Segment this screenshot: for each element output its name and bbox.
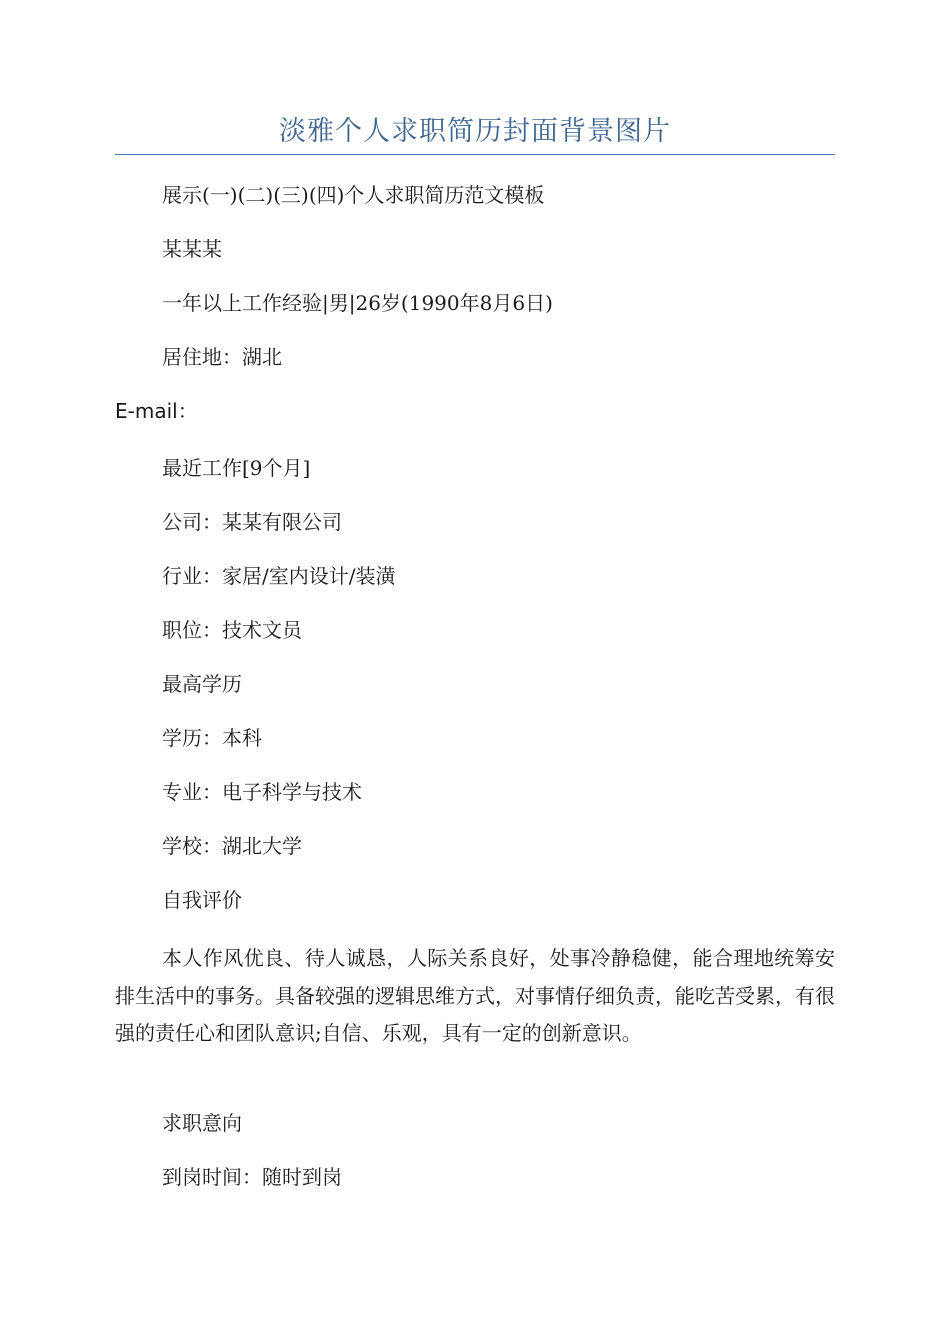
availability-line: 到岗时间：随时到岗 [162,1165,342,1189]
major-line: 专业：电子科学与技术 [162,780,362,804]
residence-line: 居住地：湖北 [162,345,282,369]
experience-line: 一年以上工作经验|男|26岁(1990年8月6日) [162,291,553,315]
document-title: 淡雅个人求职简历封面背景图片 [279,116,671,147]
email-label: E-mail： [115,399,198,423]
intent-heading: 求职意向 [162,1111,242,1135]
school-line: 学校：湖北大学 [162,834,302,858]
subtitle-line: 展示(一)(二)(三)(四)个人求职简历范文模板 [162,183,545,207]
position-line: 职位：技术文员 [162,618,302,642]
title-underline [115,154,835,155]
industry-line: 行业：家居/室内设计/装潢 [162,564,396,588]
self-eval-paragraph: 本人作风优良、待人诚恳，人际关系良好，处事冷静稳健，能合理地统筹安排生活中的事务。具备较强的逻辑思维方式，对事情仔细负责，能吃苦受累，有很强的责任心和团队意识;自信、乐观，具有一定的创新意识。 [115,946,835,1045]
name-line: 某某某 [162,237,222,261]
education-heading: 最高学历 [162,672,242,696]
recent-work-heading: 最近工作[9个月] [162,456,311,480]
self-eval-heading: 自我评价 [162,888,242,912]
degree-line: 学历：本科 [162,726,262,750]
company-line: 公司：某某有限公司 [162,510,342,534]
